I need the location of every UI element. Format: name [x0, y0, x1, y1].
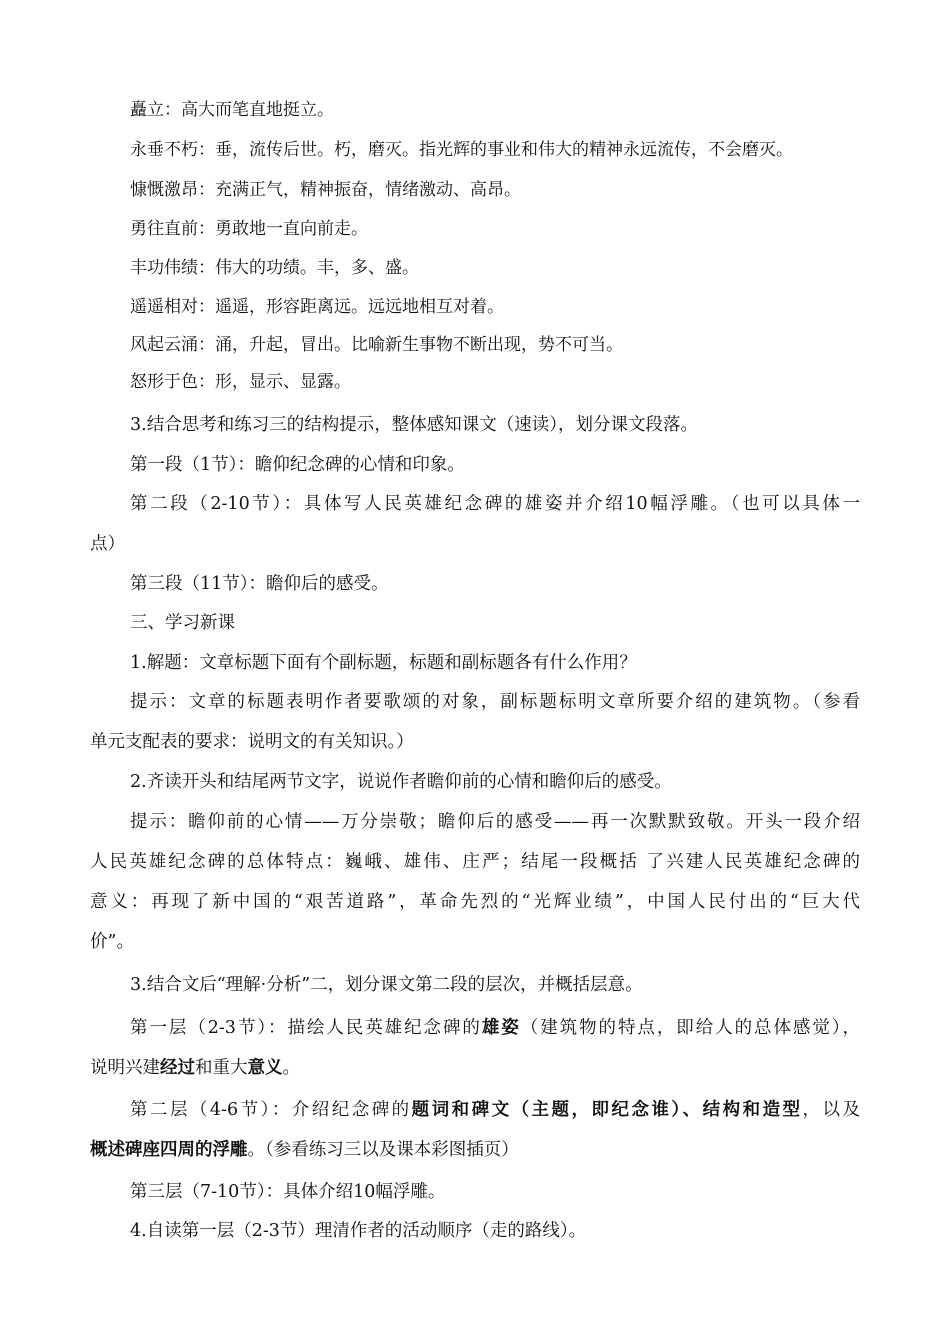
- layer-1-bold: 经过: [160, 1058, 195, 1078]
- hint-2-line-2: 人民英雄纪念碑的总体特点：巍峨、雄伟、庄严；结尾一段概括 了兴建人民英雄纪念碑的: [90, 852, 860, 872]
- segment-2-line-1: 第二段（2-10节）：具体写人民英雄纪念碑的雄姿并介绍10幅浮雕。（也可以具体一: [130, 494, 860, 514]
- hint-2-line-1: 提示：瞻仰前的心情——万分崇敬；瞻仰后的感受——再一次默默致敬。开头一段介绍: [130, 812, 860, 832]
- segment-3: 第三段（11节）：瞻仰后的感受。: [130, 574, 389, 594]
- layer-1-line-2: 说明兴建经过和重大意义。: [90, 1058, 300, 1078]
- layer-1-line-1: 第一层（2-3节）：描绘人民英雄纪念碑的雄姿（建筑物的特点，即给人的总体感觉），: [130, 1018, 861, 1038]
- vocab-item: 矗立：高大而笔直地挺立。: [130, 100, 334, 120]
- layer-1-bold: 意义: [247, 1058, 283, 1078]
- vocab-item: 遥遥相对：遥遥，形容距离远。远远地相互对着。: [130, 297, 504, 317]
- layer-2-line-2: 概述碑座四周的浮雕。（参看练习三以及课本彩图插页）: [90, 1140, 519, 1160]
- hint-2-line-3: 意义：再现了新中国的“艰苦道路”，革命先烈的“光辉业绩”，中国人民付出的“巨大代: [90, 892, 860, 912]
- hint-1-line-1: 提示：文章的标题表明作者要歌颂的对象，副标题标明文章所要介绍的建筑物。（参看: [130, 692, 860, 712]
- heading-learn-new: 三、学习新课: [130, 613, 235, 633]
- question-3: 3.结合文后“理解·分析”二，划分课文第二段的层次，并概括层意。: [130, 975, 643, 995]
- hint-2-line-4: 价”。: [90, 932, 134, 952]
- question-1: 1.解题：文章标题下面有个副标题，标题和副标题各有什么作用？: [130, 653, 637, 673]
- segment-1: 第一段（1节）：瞻仰纪念碑的心情和印象。: [130, 455, 465, 475]
- vocab-item: 永垂不朽：垂，流传后世。朽，磨灭。指光辉的事业和伟大的精神永远流传，不会磨灭。: [130, 140, 793, 160]
- segment-2-line-2: 点）: [90, 534, 125, 554]
- question-4: 4.自读第一层（2-3节）理清作者的活动顺序（走的路线）。: [130, 1221, 587, 1241]
- hint-1-line-2: 单元支配表的要求：说明文的有关知识。）: [90, 732, 414, 752]
- vocab-item: 丰功伟绩：伟大的功绩。丰，多、盛。: [130, 258, 419, 278]
- section-3-title: 3.结合思考和练习三的结构提示，整体感知课文（速读），划分课文段落。: [130, 415, 698, 435]
- layer-3: 第三层（7-10节）：具体介绍10幅浮雕。: [130, 1182, 446, 1202]
- layer-2-bold: 概述碑座四周的浮雕: [90, 1140, 248, 1160]
- layer-1-bold: 雄姿: [481, 1018, 521, 1038]
- layer-2-bold: 题词和碑文（主题，即纪念谁）、结构和造型: [411, 1100, 803, 1120]
- vocab-item: 勇往直前：勇敢地一直向前走。: [130, 219, 368, 239]
- question-2: 2.齐读开头和结尾两节文字，说说作者瞻仰前的心情和瞻仰后的感受。: [130, 772, 672, 792]
- vocab-item: 风起云涌：涌，升起，冒出。比喻新生事物不断出现，势不可当。: [130, 335, 623, 355]
- vocab-item: 怒形于色：形，显示、显露。: [130, 372, 351, 392]
- layer-2-line-1: 第二层（4-6节）：介绍纪念碑的题词和碑文（主题，即纪念谁）、结构和造型，以及: [130, 1100, 861, 1120]
- vocab-item: 慷慨激昂：充满正气，精神振奋，情绪激动、高昂。: [130, 180, 521, 200]
